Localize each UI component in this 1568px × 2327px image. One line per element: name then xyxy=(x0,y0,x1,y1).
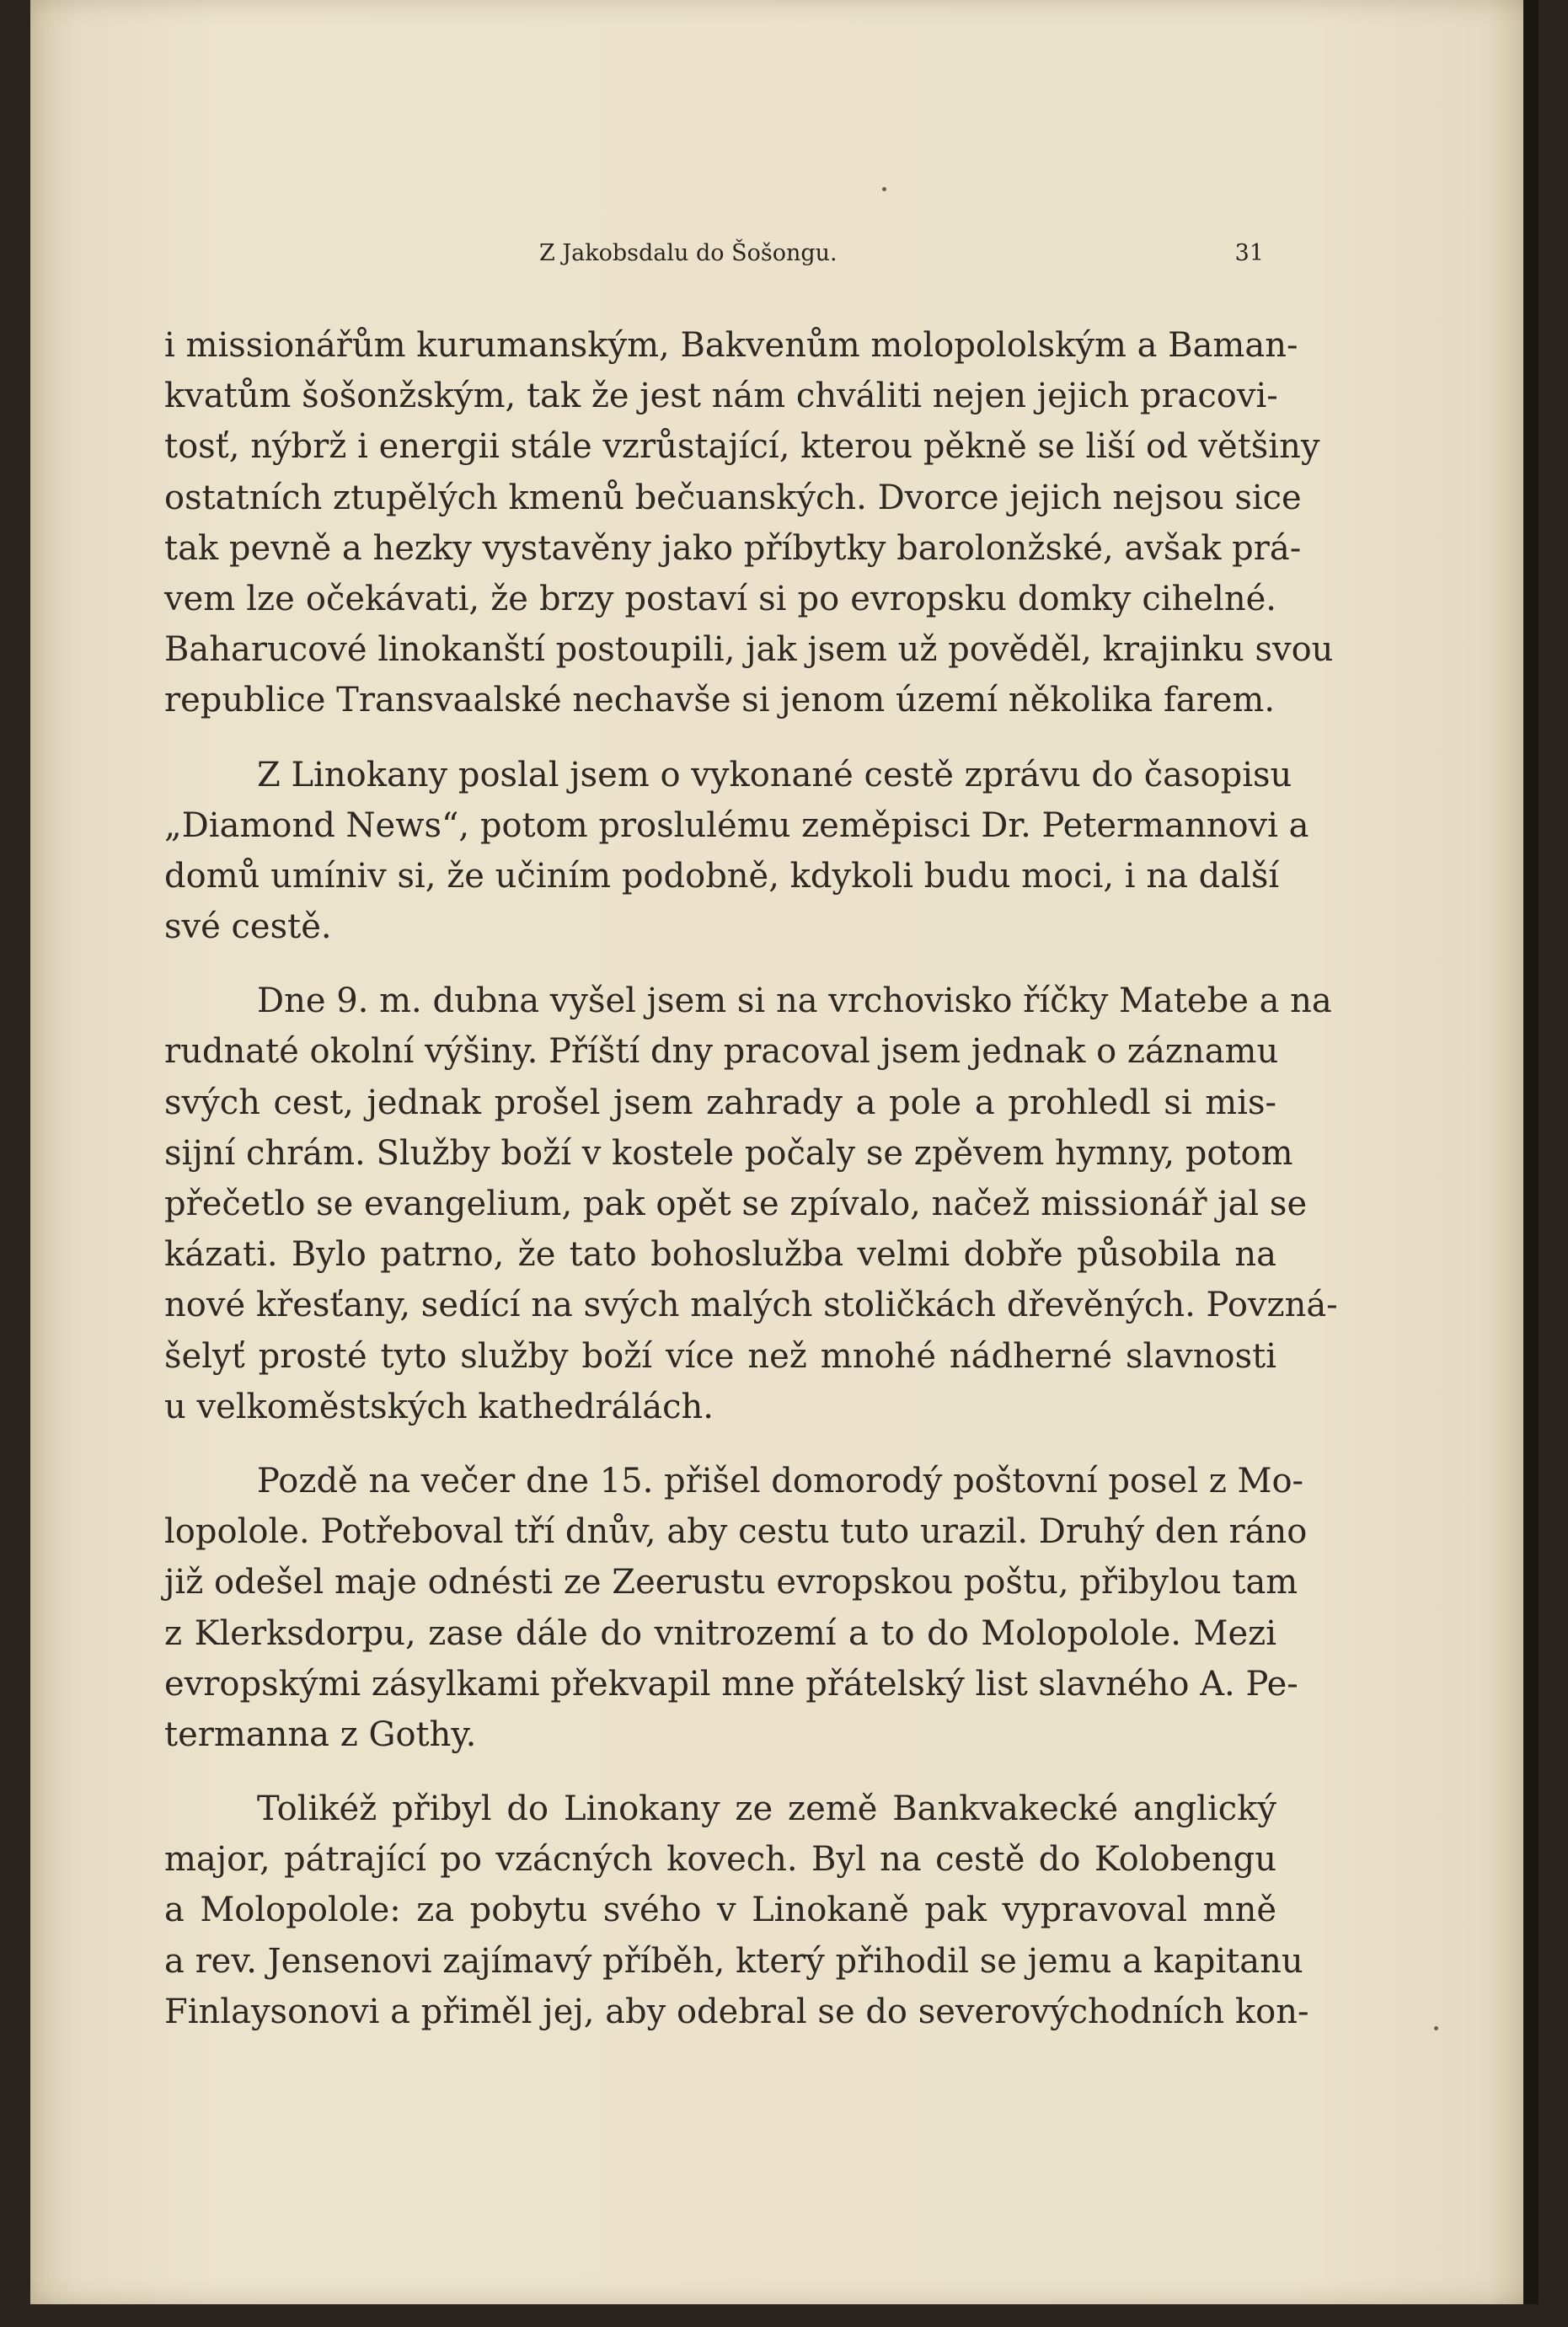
text-line: rudnaté okolní výšiny. Příští dny pracoval jsem jednak o záznamu xyxy=(164,1032,1279,1072)
text-line: kázati. Bylo patrno, že tato bohoslužba velmi dobře působila na xyxy=(164,1235,1276,1275)
text-line: republice Transvaalské nechavše si jenom území několika farem. xyxy=(164,681,1276,720)
text-line: nové křesťany, sedící na svých malých stoličkách dřevěných. Povzná- xyxy=(164,1286,1338,1325)
paper-speck xyxy=(1434,2026,1438,2030)
text-line: vem lze očekávati, že brzy postaví si po evropsku domky cihelné. xyxy=(164,579,1276,618)
text-line: ostatních ztupělých kmenů bečuanských. Dvorce jejich nejsou sice xyxy=(164,478,1302,517)
text-line: přečetlo se evangelium, pak opět se zpívalo, načež missionář jal se xyxy=(164,1185,1308,1223)
text-line: šelyť prosté tyto služby boží více než mnohé nádherné slavnosti xyxy=(164,1336,1276,1376)
running-header xyxy=(169,240,1264,274)
text-line: u velkoměstských kathedrálách. xyxy=(164,1387,714,1426)
text-line: kvatům šošonžským, tak že jest nám chváliti nejen jejich pracovi- xyxy=(164,377,1278,416)
text-line: již odešel maje odnésti ze Zeerustu evropskou poštu, přibylou tam xyxy=(164,1563,1298,1602)
text-line: Tolikéž přibyl do Linokany ze země Bankvakecké anglický xyxy=(257,1789,1276,1829)
paragraph xyxy=(164,976,1338,1432)
text-line: a rev. Jensenovi zajímavý příběh, který přihodil se jemu a kapitanu xyxy=(164,1941,1303,1981)
text-line: své cestě. xyxy=(164,907,332,947)
text-line: domů umíniv si, že učiním podobně, kdykoli budu moci, i na další xyxy=(164,856,1280,896)
text-line: major, pátrající po vzácných kovech. Byl na cestě do Kolobengu xyxy=(164,1840,1276,1880)
text-line: termanna z Gothy. xyxy=(164,1714,477,1754)
body-text xyxy=(164,320,1338,2061)
text-line: Z Linokany poslal jsem o vykonané cestě zprávu do časopisu xyxy=(257,755,1292,794)
paper-speck xyxy=(882,187,886,191)
page-number: 31 xyxy=(1234,240,1264,266)
text-line: „Diamond News“, potom proslulému zeměpisci Dr. Petermannovi a xyxy=(164,805,1309,845)
text-line: tosť, nýbrž i energii stále vzrůstající, kterou pěkně se liší od většiny xyxy=(164,427,1320,467)
text-line: Pozdě na večer dne 15. přišel domorodý poštovní posel z Mo- xyxy=(257,1461,1304,1501)
paragraph xyxy=(164,320,1334,726)
text-line: lopolole. Potřeboval tří dnův, aby cestu tuto urazil. Druhý den ráno xyxy=(164,1512,1308,1552)
running-title: Z Jakobsdalu do Šošongu. xyxy=(539,240,838,266)
paragraph xyxy=(164,1784,1309,2037)
paragraph xyxy=(164,1456,1308,1760)
text-line: Finlaysonovi a přiměl jej, aby odebral se do severovýchodních kon- xyxy=(164,1992,1309,2031)
paragraph xyxy=(164,750,1309,953)
page-edge-shadow xyxy=(1523,0,1539,2304)
text-line: svých cest, jednak prošel jsem zahrady a pole a prohledl si mis- xyxy=(164,1083,1276,1122)
text-line: tak pevně a hezky vystavěny jako příbytky barolonžské, avšak prá- xyxy=(164,528,1302,568)
text-line: z Klerksdorpu, zase dále do vnitrozemí a to do Molopolole. Mezi xyxy=(164,1613,1276,1653)
text-line: evropskými zásylkami překvapil mne přátelský list slavného A. Pe- xyxy=(164,1664,1298,1704)
text-line: sijní chrám. Služby boží v kostele počaly se zpěvem hymny, potom xyxy=(164,1133,1293,1173)
text-line: Dne 9. m. dubna vyšel jsem si na vrchovisko říčky Matebe a na xyxy=(257,982,1332,1021)
text-line: i missionářům kurumanským, Bakvenům molopololským a Baman- xyxy=(164,326,1298,365)
text-line: a Molopolole: za pobytu svého v Linokaně pak vypravoval mně xyxy=(164,1891,1276,1930)
text-line: Baharucové linokanští postoupili, jak jsem už pověděl, krajinku svou xyxy=(164,630,1334,670)
